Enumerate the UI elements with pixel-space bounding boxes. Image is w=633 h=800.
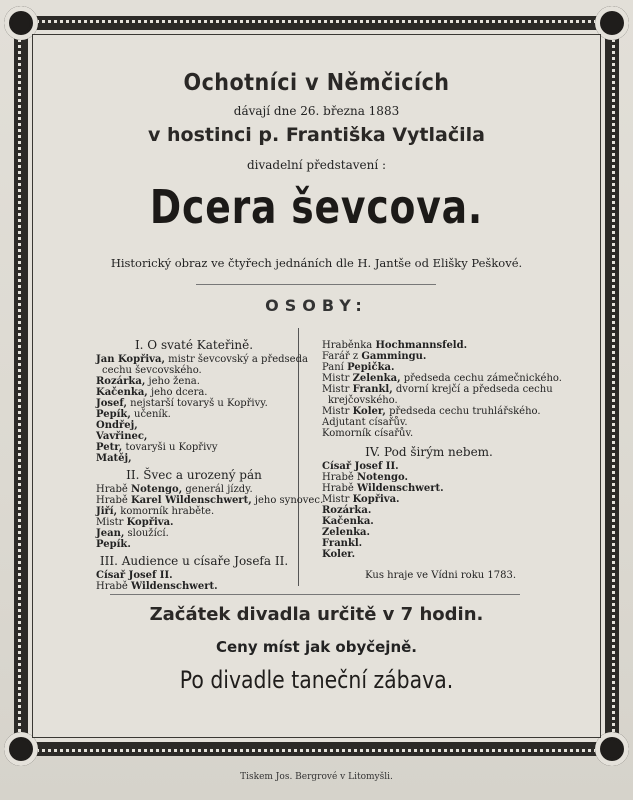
cast-role: generál jízdy. xyxy=(185,484,253,495)
performance-line: divadelní představení : xyxy=(246,158,387,172)
cast-prefix: Mistr xyxy=(96,517,124,528)
cast-prefix: Mistr xyxy=(322,384,350,395)
cast-name: Rozárka, xyxy=(96,376,146,387)
cast-role: předseda cechu truhlářského. xyxy=(389,406,541,417)
cast-prefix: Mistr xyxy=(322,373,350,384)
cast-role: dvorní krejčí a předseda cechu xyxy=(395,384,553,395)
act-heading: II. Švec a urozený pán xyxy=(126,468,262,482)
cast-row xyxy=(322,494,536,505)
company-title: Ochotníci v Němčicích xyxy=(183,70,450,96)
cast-row xyxy=(96,570,292,581)
cast-row xyxy=(96,581,292,592)
cast-row xyxy=(322,340,536,351)
printer-imprint: Tiskem Jos. Bergrové v Litomyšli. xyxy=(240,772,393,782)
cast-row xyxy=(96,495,324,506)
cast-name: Frankl. xyxy=(322,538,363,549)
date-line: dávají dne 26. března 1883 xyxy=(233,104,400,118)
cast-left-column xyxy=(96,338,324,592)
prices-line: Ceny míst jak obyčejně. xyxy=(216,638,417,656)
cast-name: Jan Kopřiva, xyxy=(96,354,165,365)
cast-name: Císař Josef II. xyxy=(322,461,399,472)
cast-name: Zelenka. xyxy=(322,527,370,538)
cast-role: předseda cechu zámečnického. xyxy=(403,373,562,384)
cast-row xyxy=(322,461,536,472)
cast-name: Matěj, xyxy=(96,453,132,464)
column-divider xyxy=(298,328,299,586)
cast-prefix: Hrabě xyxy=(96,484,128,495)
act-heading: IV. Pod širým nebem. xyxy=(365,445,493,459)
cast-right-column xyxy=(322,340,562,581)
cast-row xyxy=(322,395,536,406)
cast-row xyxy=(96,387,292,398)
cast-role: cechu ševcovského. xyxy=(102,365,202,376)
spacer xyxy=(322,560,536,570)
venue-line: v hostinci p. Františka Vytlačila xyxy=(148,124,485,146)
cast-row xyxy=(96,409,292,420)
cast-prefix: Komorník císařův. xyxy=(322,428,414,439)
cast-row xyxy=(96,539,292,550)
cast-name: Koler, xyxy=(352,406,386,417)
cast-role: nejstarší tovaryš u Kopřivy. xyxy=(130,398,268,409)
cast-row xyxy=(96,376,292,387)
cast-name: Gammingu. xyxy=(361,351,427,362)
cast-prefix: Hrabě xyxy=(96,581,128,592)
cast-heading: OSOBY: xyxy=(265,296,368,315)
cast-row xyxy=(322,472,536,483)
cast-name: Josef, xyxy=(96,398,127,409)
cast-row xyxy=(322,351,536,362)
cast-row xyxy=(322,417,536,428)
cast-role: učeník. xyxy=(134,409,171,420)
divider xyxy=(196,284,436,285)
cast-role: krejčovského. xyxy=(328,395,398,406)
cast-role: jeho žena. xyxy=(148,376,200,387)
cast-name: Pepík, xyxy=(96,409,131,420)
cast-prefix: Paní xyxy=(322,362,344,373)
cast-row xyxy=(96,453,292,464)
cast-name: Frankl, xyxy=(352,384,393,395)
cast-name: Wildenschwert. xyxy=(130,581,218,592)
cast-name: Císař Josef II. xyxy=(96,570,173,581)
cast-row xyxy=(322,384,553,395)
cast-row xyxy=(322,483,536,494)
play-subtitle: Historický obraz ve čtyřech jednáních dle H. Jantše od Elišky Peškové. xyxy=(110,256,523,270)
play-title: Dcera ševcova. xyxy=(149,180,484,234)
cast-name: Koler. xyxy=(322,549,356,560)
cast-name: Jiří, xyxy=(96,506,118,517)
cast-prefix: Adjutant císařův. xyxy=(322,417,408,428)
cast-name: Notengo. xyxy=(356,472,409,483)
cast-name: Zelenka, xyxy=(352,373,401,384)
cast-row xyxy=(322,549,536,560)
cast-role: jeho synovec. xyxy=(254,495,324,506)
cast-row xyxy=(322,505,536,516)
cast-name: Wildenschwert. xyxy=(356,483,444,494)
act-heading: I. O svaté Kateřině. xyxy=(134,338,254,352)
divider xyxy=(110,594,520,595)
cast-row xyxy=(96,528,292,539)
cast-row xyxy=(96,442,292,453)
cast-row xyxy=(322,527,536,538)
cast-name: Ondřej, xyxy=(96,420,138,431)
cast-prefix: Hrabě xyxy=(96,495,128,506)
cast-prefix: Hrabě xyxy=(322,483,354,494)
cast-row xyxy=(96,398,292,409)
cast-row xyxy=(96,431,292,442)
cast-name: Kopřiva. xyxy=(126,517,174,528)
cast-prefix: Farář z xyxy=(322,351,359,362)
setting-note: Kus hraje ve Vídni roku 1783. xyxy=(365,570,516,581)
cast-row xyxy=(322,428,536,439)
cast-name: Rozárka. xyxy=(322,505,372,516)
cast-row xyxy=(322,516,536,527)
cast-name: Petr, xyxy=(96,442,123,453)
act-heading: III. Audience u císaře Josefa II. xyxy=(99,554,289,568)
cast-prefix: Hraběnka xyxy=(322,340,373,351)
cast-name: Hochmannsfeld. xyxy=(375,340,468,351)
cast-role: komorník hraběte. xyxy=(120,506,215,517)
cast-row xyxy=(96,506,292,517)
cast-name: Jean, xyxy=(96,528,125,539)
cast-row xyxy=(322,373,562,384)
cast-row xyxy=(322,538,536,549)
cast-prefix: Mistr xyxy=(322,406,350,417)
cast-row xyxy=(96,365,292,376)
cast-prefix: Hrabě xyxy=(322,472,354,483)
cast-name: Kopřiva. xyxy=(352,494,400,505)
cast-row xyxy=(322,362,536,373)
cast-name: Vavřinec, xyxy=(96,431,148,442)
cast-name: Pepík. xyxy=(96,539,131,550)
cast-role: jeho dcera. xyxy=(150,387,208,398)
cast-role: tovaryši u Kopřivy xyxy=(125,442,218,453)
cast-row xyxy=(96,484,292,495)
start-time: Začátek divadla určitě v 7 hodin. xyxy=(149,604,484,625)
cast-row xyxy=(96,354,308,365)
cast-role: sloužící. xyxy=(127,528,169,539)
cast-row xyxy=(96,517,292,528)
cast-name: Karel Wildenschwert, xyxy=(130,495,252,506)
cast-name: Pepička. xyxy=(347,362,395,373)
cast-name: Kačenka. xyxy=(322,516,374,527)
cast-name: Kačenka, xyxy=(96,387,148,398)
cast-row xyxy=(96,420,292,431)
dance-line: Po divadle taneční zábava. xyxy=(179,666,454,694)
cast-role: mistr ševcovský a předseda xyxy=(168,354,308,365)
cast-row xyxy=(322,406,541,417)
cast-prefix: Mistr xyxy=(322,494,350,505)
cast-name: Notengo, xyxy=(130,484,183,495)
